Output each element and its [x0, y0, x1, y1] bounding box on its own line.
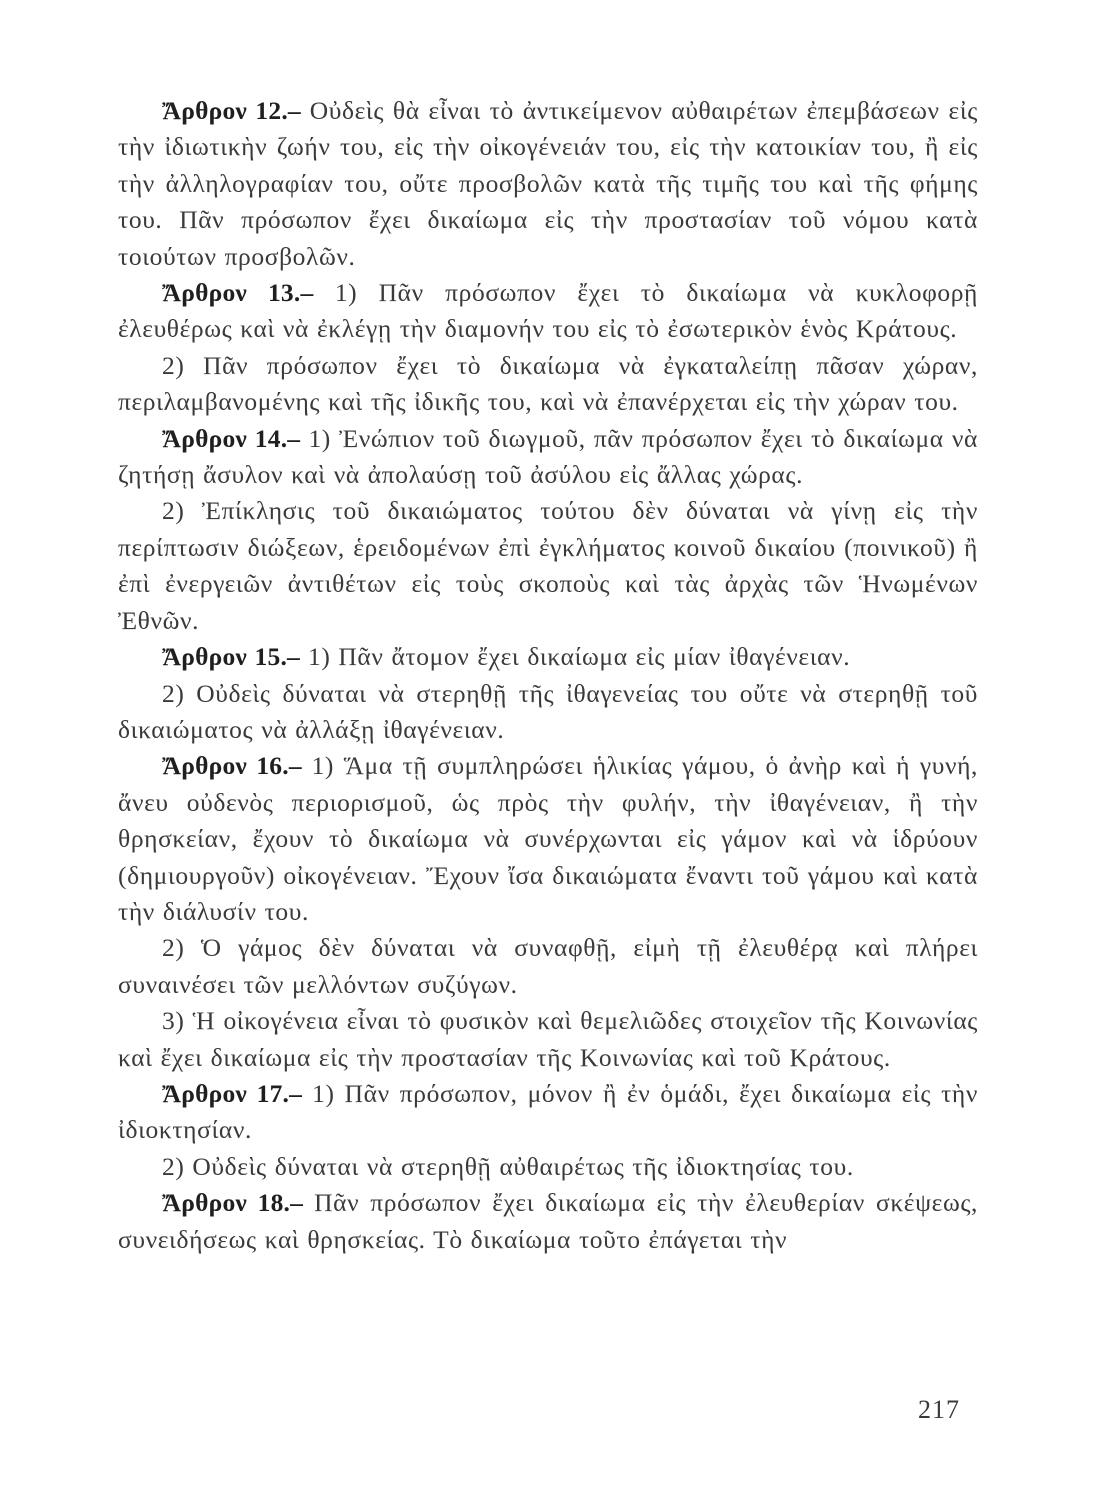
article-18	[118, 1185, 978, 1258]
article-16-paragraph-2: 2) Ὁ γάμος δὲν δύναται νὰ συναφθῇ, εἰμὴ τῇ ἐλευθέρᾳ καὶ πλήρει συναινέσει τῶν μελλόντων συζύγων.	[118, 933, 978, 999]
article-text: 1) Πᾶν ἄτομον ἔχει δικαίωμα εἰς μίαν ἰθαγένειαν.	[307, 642, 851, 672]
article-15-paragraph-2: 2) Οὐδεὶς δύναται νὰ στερηθῇ τῆς ἰθαγενείας του οὔτε νὰ στερηθῇ τοῦ δικαιώματος νὰ ἀλλάξῃ ἰθαγένειαν.	[118, 678, 978, 744]
article-heading: Ἄρθρον 18.–	[162, 1188, 304, 1218]
article-text: 1) Πᾶν πρόσωπον ἔχει τὸ δικαίωμα νὰ κυκλοφορῇ ἐλευθέρως καὶ νὰ ἐκλέγῃ τὴν διαμονήν του εἰς τὸ ἐσωτερικὸν ἑνὸς Κράτους.	[118, 278, 978, 344]
article-heading: Ἄρθρον 17.–	[162, 1078, 303, 1108]
article-12	[118, 93, 978, 275]
article-17-paragraph-2: 2) Οὐδεὶς δύναται νὰ στερηθῇ αὐθαιρέτως τῆς ἰδιοκτησίας του.	[162, 1151, 854, 1181]
article-text: Πᾶν πρόσωπον ἔχει δικαίωμα εἰς τὴν ἐλευθερίαν σκέψεως, συνειδήσεως καὶ θρησκείας. Τὸ δικαίωμα τοῦτο ἐπάγεται τὴν	[118, 1188, 979, 1254]
article-17	[118, 1076, 978, 1149]
article-heading: Ἄρθρον 16.–	[162, 751, 302, 781]
article-heading: Ἄρθρον 15.–	[162, 642, 300, 672]
article-14	[118, 421, 978, 494]
article-text: 1) Πᾶν πρόσωπον, μόνον ἢ ἐν ὁμάδι, ἔχει δικαίωμα εἰς τὴν ἰδιοκτησίαν.	[118, 1078, 979, 1145]
article-15	[118, 639, 978, 675]
article-heading: Ἄρθρον 14.–	[162, 423, 301, 453]
article-text: 1) Ἅμα τῇ συμπληρώσει ἡλικίας γάμου, ὁ ἀνὴρ καὶ ἡ γυνή, ἄνευ οὐδενὸς περιορισμοῦ, ὡς πρὸς τὴν φυλήν, τὴν ἰθαγένειαν, ἢ τὴν θρησκείαν, ἔχουν τὸ δικαίωμα νὰ συνέρχωνται εἰς γάμον καὶ νὰ ἱδρύουν (δημιουργοῦν) οἰκογένειαν. Ἔχουν ἴσα δικαιώματα ἔναντι τοῦ γάμου καὶ κατὰ τὴν διάλυσίν του.	[118, 751, 978, 926]
article-13-paragraph-2: 2) Πᾶν πρόσωπον ἔχει τὸ δικαίωμα νὰ ἐγκαταλείπῃ πᾶσαν χώραν, περιλαμβανομένης καὶ τῆς ἰδικῆς του, καὶ νὰ ἐπανέρχεται εἰς τὴν χώραν του.	[118, 350, 978, 417]
article-13	[118, 275, 978, 348]
article-16	[118, 748, 978, 930]
article-text: Οὐδεὶς θὰ εἶναι τὸ ἀντικείμενον αὐθαιρέτων ἐπεμβάσεων εἰς τὴν ἰδιωτικὴν ζωήν του, εἰς τὴν οἰκογένειάν του, εἰς τὴν κατοικίαν του, ἢ εἰς τὴν ἀλληλογραφίαν του, οὔτε προσβολῶν κατὰ τῆς τιμῆς του καὶ τῆς φήμης του. Πᾶν πρόσωπον ἔχει δικαίωμα εἰς τὴν προστασίαν τοῦ νόμου κατὰ τοιούτων προσβολῶν.	[118, 96, 978, 271]
article-14-paragraph-2: 2) Ἐπίκλησις τοῦ δικαιώματος τούτου δὲν δύναται νὰ γίνῃ εἰς τὴν περίπτωσιν διώξεων, ἑρειδομένων ἐπὶ ἐγκλήματος κοινοῦ δικαίου (ποινικοῦ) ἢ ἐπὶ ἐνεργειῶν ἀντιθέτων εἰς τοὺς σκοποὺς καὶ τὰς ἀρχὰς τῶν Ἡνωμένων Ἐθνῶν.	[118, 496, 978, 635]
article-heading: Ἄρθρον 12.–	[162, 96, 301, 125]
article-16-paragraph-3: 3) Ἡ οἰκογένεια εἶναι τὸ φυσικὸν καὶ θεμελιῶδες στοιχεῖον τῆς Κοινωνίας καὶ ἔχει δικαίωμα εἰς τὴν προστασίαν τῆς Κοινωνίας καὶ τοῦ Κράτους.	[118, 1006, 978, 1072]
article-heading: Ἄρθρον 13.–	[162, 278, 314, 308]
document-body	[118, 93, 978, 1258]
article-text: 1) Ἐνώπιον τοῦ διωγμοῦ, πᾶν πρόσωπον ἔχει τὸ δικαίωμα νὰ ζητήσῃ ἄσυλον καὶ νὰ ἀπολαύσῃ τοῦ ἀσύλου εἰς ἄλλας χώρας.	[118, 423, 978, 490]
page-number: 217	[918, 1395, 960, 1424]
